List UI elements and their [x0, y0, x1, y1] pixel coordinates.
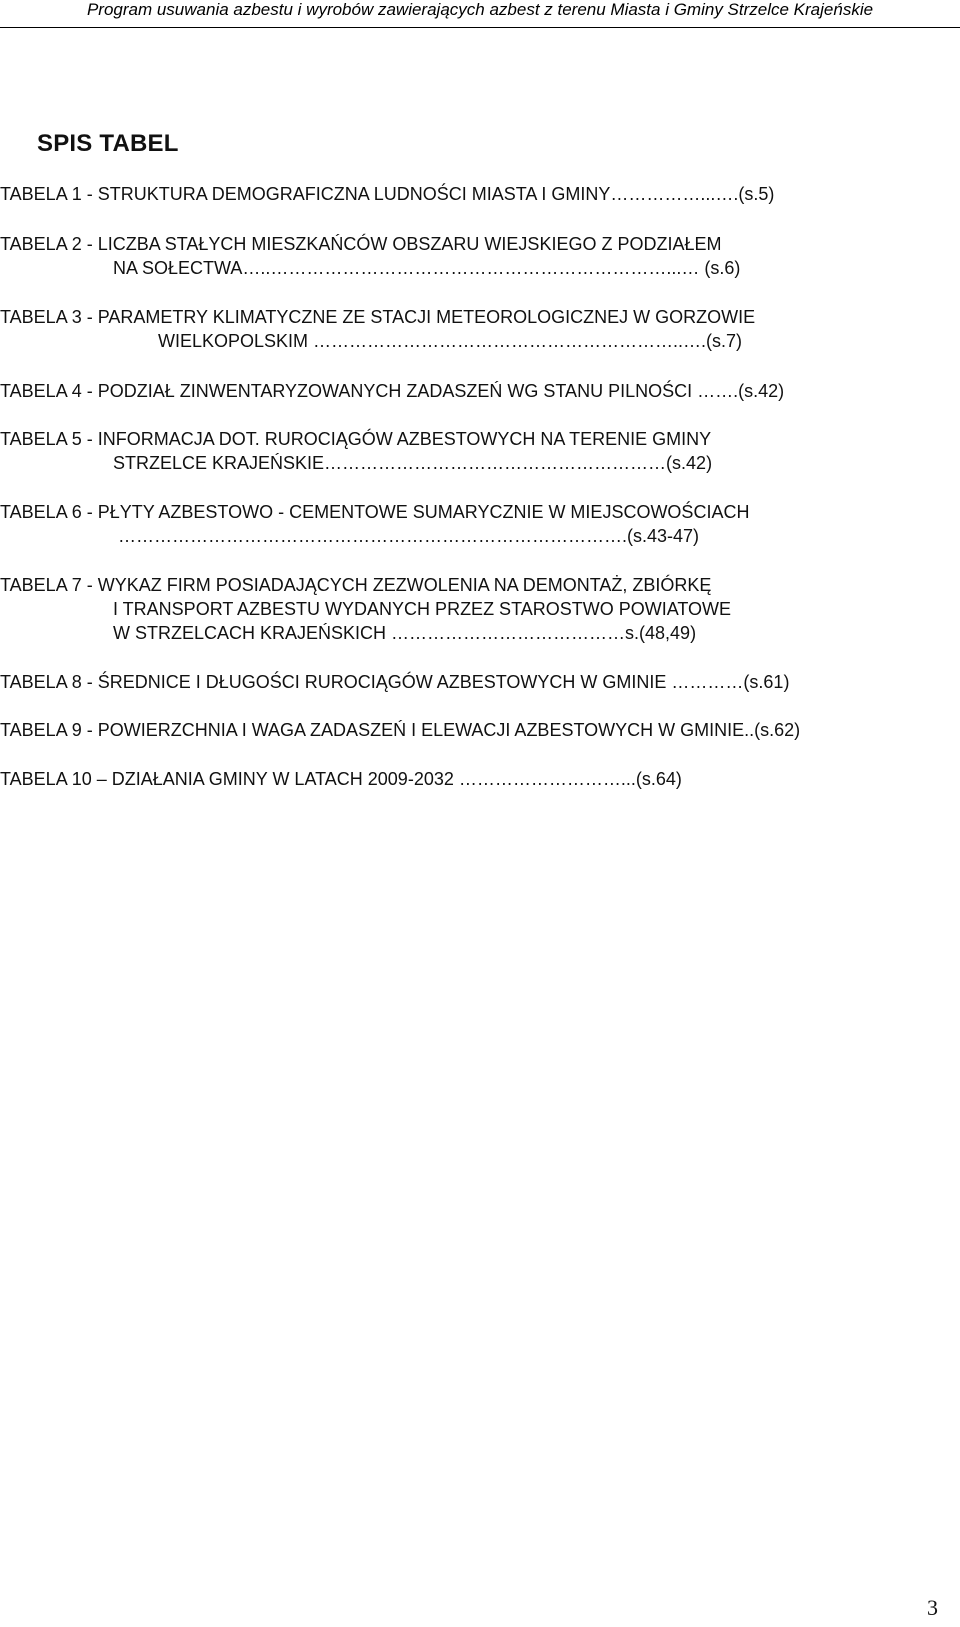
section-title: SPIS TABEL	[37, 130, 179, 157]
toc-entry-tabela-2: TABELA 2 - LICZBA STAŁYCH MIESZKAŃCÓW OBSZARU WIEJSKIEGO Z PODZIAŁEM	[0, 234, 722, 254]
toc-entry-tabela-1: TABELA 1 - STRUKTURA DEMOGRAFICZNA LUDNOŚCI MIASTA I GMINY……………...….(s.5)	[0, 184, 775, 204]
header-rule	[0, 27, 960, 28]
toc-entry-tabela-5: TABELA 5 - INFORMACJA DOT. RUROCIĄGÓW AZBESTOWYCH NA TERENIE GMINY	[0, 429, 712, 449]
toc-entry-tabela-5-cont: STRZELCE KRAJEŃSKIE…………………………………………………(s.42)	[113, 453, 713, 473]
toc-entry-tabela-7-cont-1: I TRANSPORT AZBESTU WYDANYCH PRZEZ STAROSTWO POWIATOWE	[113, 599, 732, 619]
toc-entry-tabela-3-cont: WIELKOPOLSKIM ……………………………………………………..….(s.7)	[158, 331, 743, 351]
toc-entry-tabela-4: TABELA 4 - PODZIAŁ ZINWENTARYZOWANYCH ZADASZEŃ WG STANU PILNOŚCI …….(s.42)	[0, 381, 785, 401]
toc-entry-tabela-7: TABELA 7 - WYKAZ FIRM POSIADAJĄCYCH ZEZWOLENIA NA DEMONTAŻ, ZBIÓRKĘ	[0, 575, 712, 595]
toc-entry-tabela-6: TABELA 6 - PŁYTY AZBESTOWO - CEMENTOWE SUMARYCZNIE W MIEJSCOWOŚCIACH	[0, 502, 750, 522]
toc-entry-tabela-8: TABELA 8 - ŚREDNICE I DŁUGOŚCI RUROCIĄGÓW AZBESTOWYCH W GMINIE …………(s.61)	[0, 672, 790, 692]
toc-entry-tabela-6-cont: ………………………………………………………………………….(s.43-47)	[118, 526, 700, 546]
toc-entry-tabela-7-cont-2: W STRZELCACH KRAJEŃSKICH …………………………………s.(48,49)	[113, 623, 697, 643]
toc-entry-tabela-2-cont: NA SOŁECTWA…..…………………………………………………………...… (s.6)	[113, 258, 741, 278]
page-number: 3	[927, 1595, 938, 1620]
running-header: Program usuwania azbestu i wyrobów zawierających azbest z terenu Miasta i Gminy Strzelce Krajeńskie	[86, 0, 874, 19]
toc-entry-tabela-3: TABELA 3 - PARAMETRY KLIMATYCZNE ZE STACJI METEOROLOGICZNEJ W GORZOWIE	[0, 307, 756, 327]
toc-entry-tabela-10: TABELA 10 – DZIAŁANIA GMINY W LATACH 2009-2032 ………………………...(s.64)	[0, 769, 682, 789]
toc-entry-tabela-9: TABELA 9 - POWIERZCHNIA I WAGA ZADASZEŃ I ELEWACJI AZBESTOWYCH W GMINIE..(s.62)	[0, 720, 801, 740]
